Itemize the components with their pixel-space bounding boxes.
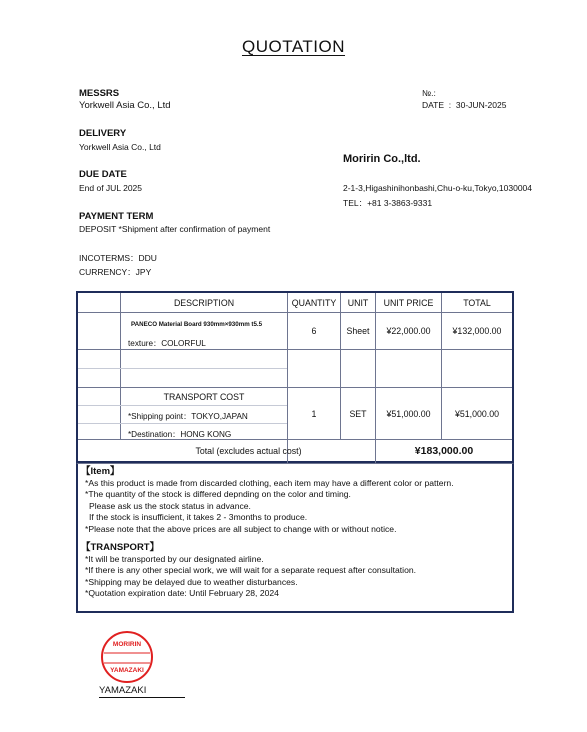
header-unit: UNIT	[347, 297, 369, 308]
signature-name: YAMAZAKI	[99, 685, 185, 698]
messrs-value: Yorkwell Asia Co., Ltd	[79, 100, 171, 111]
due-date-label: DUE DATE	[79, 169, 127, 180]
company-seal-stamp	[100, 630, 154, 684]
date-field	[422, 100, 506, 110]
due-date-value: End of JUL 2025	[79, 183, 143, 193]
header-quantity: QUANTITY	[291, 297, 337, 308]
date-label: DATE	[422, 100, 445, 110]
item-note-line: *Please note that the above prices are all subject to change with or without notice.	[85, 523, 397, 534]
notes-box	[76, 463, 514, 613]
stamp-bottom-text: YAMAZAKI	[110, 667, 144, 674]
seller-tel: TEL：+81 3-3863-9331	[343, 198, 433, 208]
transport-notes-header: 【TRANSPORT】	[81, 542, 160, 553]
date-separator: :	[446, 100, 454, 110]
item-note-line: *As this product is made from discarded clothing, each item may have a different color or pattern.	[85, 477, 454, 488]
seller-name: Moririn Co.,ltd.	[343, 153, 421, 165]
delivery-label: DELIVERY	[79, 128, 127, 139]
transport-note-line: *It will be transported by our designated airline.	[85, 553, 264, 564]
transport-note-line: *Shipping may be delayed due to weather disturbances.	[85, 576, 298, 587]
transport-note-line: *If there is any other special work, we will wait for a separate request after consultation.	[85, 565, 417, 575]
row1-unit: Sheet	[346, 326, 370, 336]
item-note-line: Please ask us the stock status in advance.	[89, 500, 251, 511]
date-value: 30-JUN-2025	[455, 100, 507, 110]
header-total: TOTAL	[463, 297, 491, 308]
currency: CURRENCY：JPY	[79, 267, 152, 277]
row1-description-line2: texture：COLORFUL	[128, 339, 206, 348]
item-note-line: *The quantity of the stock is differed depnding on the color and timing.	[85, 489, 351, 499]
item-note-line: If the stock is insufficient, it takes 2 - 3months to produce.	[89, 512, 308, 522]
row1-total: ¥132,000.00	[452, 326, 502, 336]
stamp-top-text: MORIRIN	[112, 641, 142, 648]
row2-description-line3: *Destination：HONG KONG	[128, 430, 232, 439]
number-label: №.:	[422, 88, 436, 98]
row2-description-line1: TRANSPORT COST	[163, 391, 245, 402]
items-table	[76, 291, 514, 463]
row2-unit-price: ¥51,000.00	[386, 408, 431, 419]
document-title: QUOTATION	[241, 37, 346, 56]
incoterms: INCOTERMS：DDU	[79, 253, 157, 263]
header-description: DESCRIPTION	[173, 297, 235, 308]
row2-unit: SET	[349, 408, 367, 419]
item-notes-header: 【Item】	[81, 466, 120, 477]
row1-unit-price: ¥22,000.00	[386, 326, 431, 336]
row2-quantity: 1	[311, 408, 317, 419]
seller-address: 2-1-3,Higashinihonbashi,Chu-o-ku,Tokyo,1030004	[343, 183, 533, 193]
row1-quantity: 6	[311, 326, 317, 336]
payment-term-value: DEPOSIT *Shipment after confirmation of payment	[79, 224, 271, 234]
payment-term-label: PAYMENT TERM	[79, 211, 154, 222]
delivery-value: Yorkwell Asia Co., Ltd	[79, 142, 161, 152]
transport-note-line: *Quotation expiration date: Until February 28, 2024	[85, 588, 279, 598]
header-unit-price: UNIT PRICE	[383, 297, 434, 308]
row2-total: ¥51,000.00	[454, 408, 500, 419]
total-value: ¥183,000.00	[414, 444, 474, 457]
total-label: Total (excludes actual cost)	[195, 445, 302, 456]
row1-description-line1: PANECO Material Board 930mm×930mm t5.5	[131, 321, 263, 328]
row2-description-line2: *Shipping point：TOKYO,JAPAN	[128, 412, 248, 421]
messrs-label: MESSRS	[79, 88, 120, 99]
